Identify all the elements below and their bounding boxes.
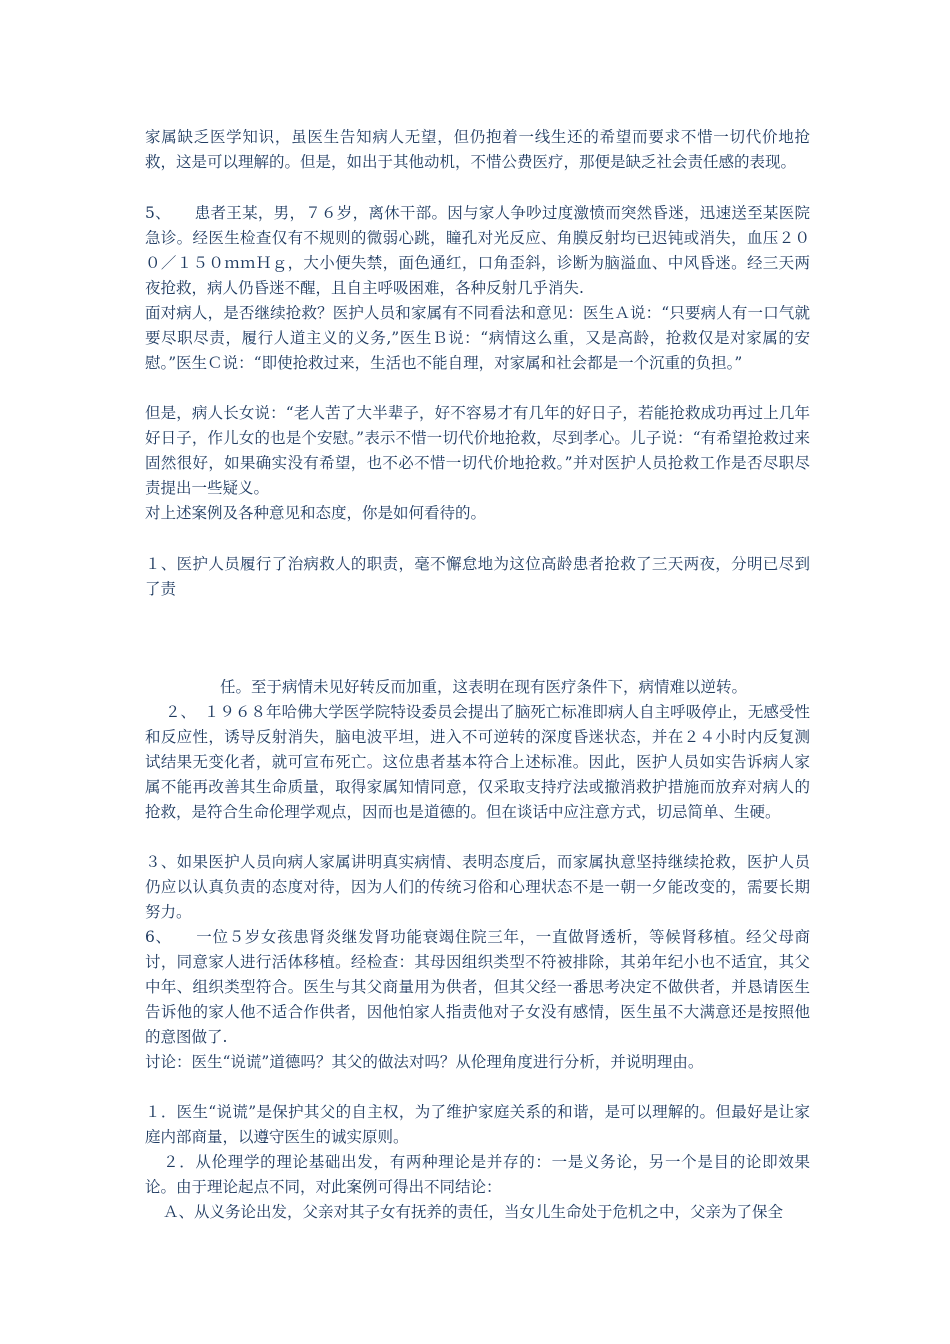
case-5-answer-1-part-2: 任。至于病情未见好转反而加重，这表明在现有医疗条件下，病情难以逆转。 [220, 678, 748, 696]
case-6-answer-a: Ａ、从义务论出发，父亲对其子女有抚养的责任，当女儿生命处于危机之中，父亲为了保全 [163, 1203, 784, 1221]
case-6-answer-2: ２．从伦理学的理论基础出发，有两种理论是并存的：一是义务论，另一个是目的论即效果论。由于理论起点不同，对此案例可得出不同结论： [145, 1153, 810, 1196]
case-5-family-opinions: 但是，病人长女说：“老人苦了大半辈子，好不容易才有几年的好日子，若能抢救成功再过上几年好日子，作儿女的也是个安慰。”表示不惜一切代价地抢救，尽到孝心。儿子说：“有希望抢救过来固然很好，如果确实没有希望，也不必不惜一切代价地抢救。”并对医护人员抢救工作是否尽职尽责提出一些疑义。 [145, 404, 810, 497]
case-6-description: 6、 一位５岁女孩患肾炎继发肾功能衰竭住院三年，一直做肾透析，等候肾移植。经父母商讨，同意家人进行活体移植。经检查：其母因组织类型不符被排除，其弟年纪小也不适宜，其父中年、组织类型符合。医生与其父商量用为供者，但其父经一番思考决定不做供者，并恳请医生告诉他的家人他不适合作供者，因他怕家人指责他对子女没有感情，医生虽不大满意还是按照他的意图做了. [145, 928, 810, 1046]
case-5-answer-3: ３、如果医护人员向病人家属讲明真实病情、表明态度后，而家属执意坚持继续抢救，医护人员仍应以认真负责的态度对待，因为人们的传统习俗和心理状态不是一朝一夕能改变的，需要长期努力。 [145, 853, 810, 921]
case-5-answer-2: ２、 １９６８年哈佛大学医学院特设委员会提出了脑死亡标准即病人自主呼吸停止，无感受性和反应性，诱导反射消失，脑电波平坦，进入不可逆转的深度昏迷状态，并在２４小时内反复测试结果无变化者，就可宣布死亡。这位患者基本符合上述标准。因此，医护人员如实告诉病人家属不能再改善其生命质量，取得家属知情同意，仅采取支持疗法或撤消救护措施而放弃对病人的抢救，是符合生命伦理学观点，因而也是道德的。但在谈话中应注意方式，切忌简单、生硬。 [145, 703, 810, 821]
case-5-question: 对上述案例及各种意见和态度，你是如何看待的。 [145, 504, 487, 522]
case-5-doctor-opinions: 面对病人，是否继续抢救？医护人员和家属有不同看法和意见：医生Ａ说：“只要病人有一口气就要尽职尽责，履行人道主义的义务,”医生Ｂ说：“病情这么重，又是高龄，抢救仅是对家属的安慰。”医生Ｃ说：“即使抢救过来，生活也不能自理，对家属和社会都是一个沉重的负担。” [145, 304, 810, 372]
case-5-answer-1-part-1: １、医护人员履行了治病救人的职责，毫不懈怠地为这位高龄患者抢救了三天两夜，分明已尽到了责 [145, 555, 810, 598]
case-6-answer-1: １．医生“说谎”是保护其父的自主权，为了维护家庭关系的和谐，是可以理解的。但最好是让家庭内部商量，以遵守医生的诚实原则。 [145, 1103, 810, 1146]
case-6-discussion: 讨论：医生“说谎”道德吗？其父的做法对吗？从伦理角度进行分析，并说明理由。 [145, 1053, 704, 1071]
case-5-description: 5、 患者王某，男，７６岁，离休干部。因与家人争吵过度激愤而突然昏迷，迅速送至某医院急诊。经医生检查仅有不规则的微弱心跳，瞳孔对光反应、角膜反射均已迟钝或消失，血压２００／１５０ｍｍＨｇ，大小便失禁，面色通红，口角歪斜，诊断为脑溢血、中风昏迷。经三天两夜抢救，病人仍昏迷不醒，且自主呼吸困难，各种反射几乎消失. [145, 204, 810, 297]
paragraph-family-understanding: 家属缺乏医学知识，虽医生告知病人无望，但仍抱着一线生还的希望而要求不惜一切代价地抢救，这是可以理解的。但是，如出于其他动机，不惜公费医疗，那便是缺乏社会责任感的表现。 [145, 128, 810, 171]
